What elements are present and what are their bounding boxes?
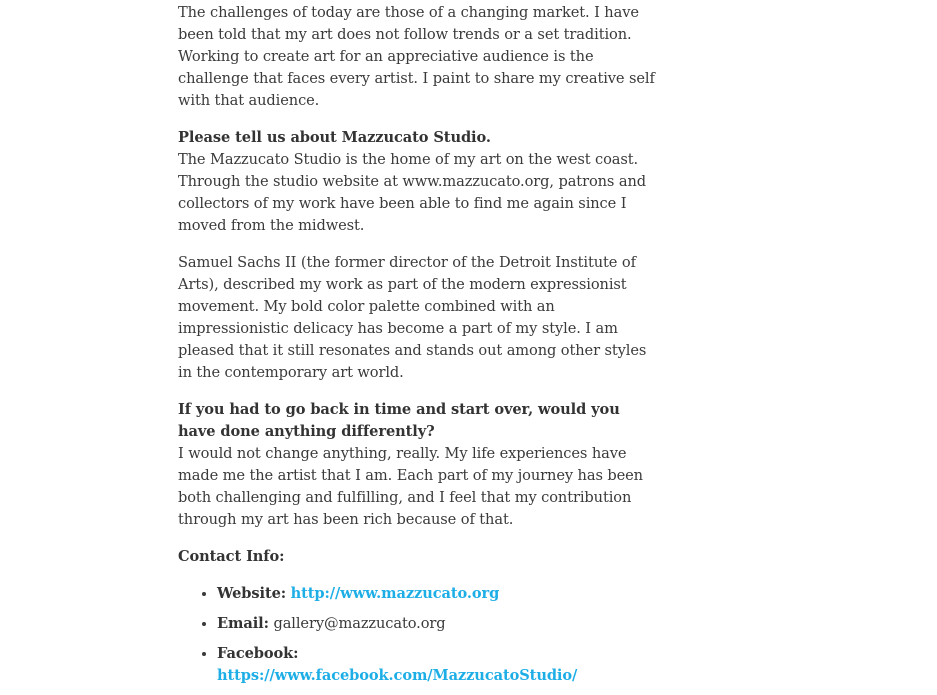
website-label: Website: <box>217 585 287 602</box>
email-label: Email: <box>217 615 269 632</box>
redo-question: If you had to go back in time and start over, would you have done anything differently? <box>178 401 620 440</box>
facebook-link[interactable]: https://www.facebook.com/MazzucatoStudio/ <box>217 667 578 684</box>
contact-email-item <box>217 613 658 635</box>
intro-paragraph: The challenges of today are those of a changing market. I have been told that my art does not follow trends or a set tradition. Working to create art for an appreciative audience is the challenge that faces every artist. I paint to share my creative self with that audience. <box>178 4 655 109</box>
contact-facebook-item <box>217 643 658 687</box>
redo-qa <box>178 399 658 531</box>
studio-answer: The Mazzucato Studio is the home of my art on the west coast. Through the studio website at www.mazzucato.org, patrons and collectors of my work have been able to find me again since I moved from the midwest. <box>178 151 646 234</box>
article-body <box>178 2 658 695</box>
contact-heading-label: Contact Info: <box>178 548 285 565</box>
sachs-paragraph: Samuel Sachs II (the former director of the Detroit Institute of Arts), described my work as part of the modern expressionist movement. My bold color palette combined with an impressionistic delicacy has become a part of my style. I am pleased that it still resonates and stands out among other styles in the contemporary art world. <box>178 254 647 381</box>
facebook-label: Facebook: <box>217 645 299 662</box>
contact-website-item <box>217 583 658 605</box>
studio-question: Please tell us about Mazzucato Studio. <box>178 129 491 146</box>
website-link[interactable]: http://www.mazzucato.org <box>290 585 500 602</box>
contact-list <box>178 583 658 687</box>
contact-heading <box>178 546 658 568</box>
email-value: gallery@mazzucato.org <box>273 615 446 632</box>
redo-answer: I would not change anything, really. My life experiences have made me the artist that I am. Each part of my journey has been both challenging and fulfilling, and I feel that my contribution through my art has been rich because of that. <box>178 445 643 528</box>
studio-qa <box>178 127 658 237</box>
